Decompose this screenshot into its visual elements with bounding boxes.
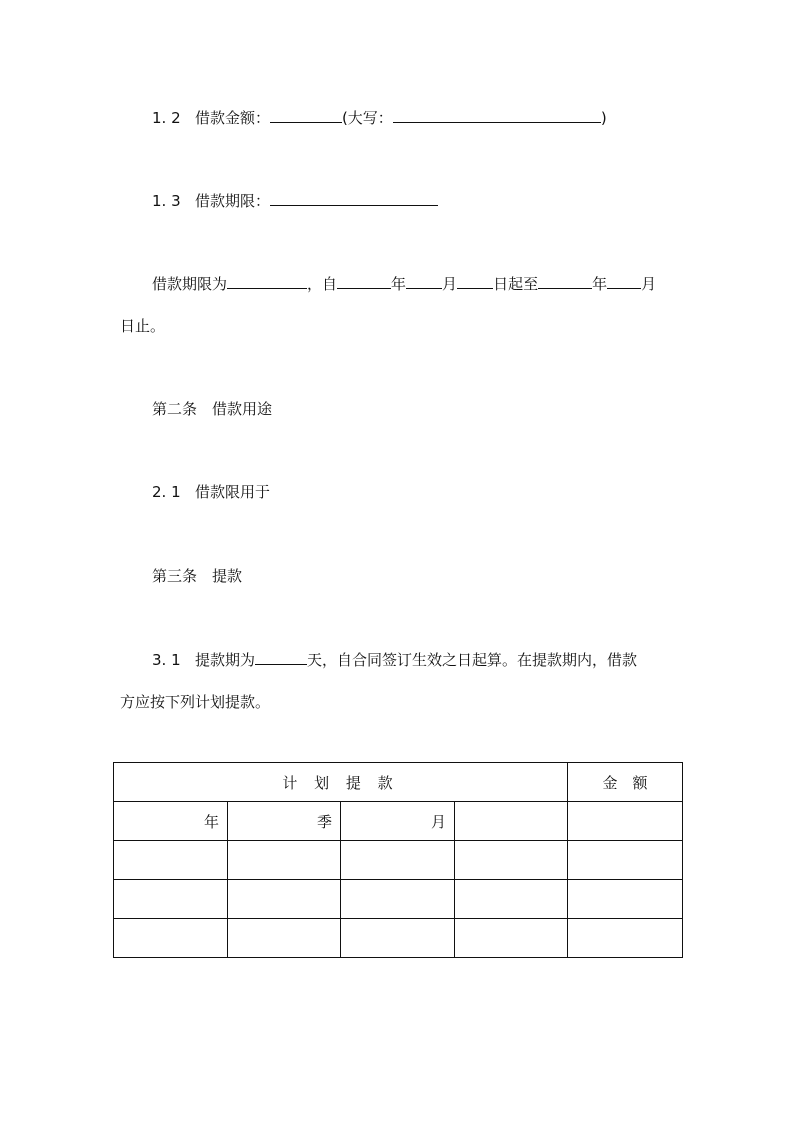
loan-term-label: 借款期限：	[194, 192, 270, 210]
term-prefix: 借款期限为	[152, 275, 228, 293]
table-cell[interactable]	[341, 841, 455, 880]
drawdown-text: 天，自合同签订生效之日起算。在提款期内，借款	[306, 651, 637, 669]
term-paragraph-line1	[152, 274, 656, 294]
table-row	[114, 841, 683, 880]
clause-1-2	[152, 108, 607, 128]
table-cell[interactable]	[568, 919, 683, 958]
drawdown-plan-table	[113, 762, 683, 958]
table-cell[interactable]	[114, 880, 228, 919]
start-year-blank[interactable]	[337, 274, 391, 289]
table-cell[interactable]	[568, 841, 683, 880]
subheader-month: 月	[341, 802, 455, 841]
table-row	[114, 919, 683, 958]
table-cell[interactable]	[455, 841, 568, 880]
start-day-label: 日起至	[493, 275, 539, 293]
end-month-blank[interactable]	[607, 274, 641, 289]
loan-amount-caps-blank[interactable]	[393, 108, 601, 123]
loan-amount-label: 借款金额：	[194, 109, 270, 127]
table-cell[interactable]	[455, 919, 568, 958]
clause-3-1-line1	[152, 650, 637, 670]
table-cell[interactable]	[568, 880, 683, 919]
term-duration-blank[interactable]	[227, 274, 307, 289]
term-from: ，自	[307, 275, 338, 293]
table-cell[interactable]	[228, 841, 341, 880]
caps-close: )	[600, 109, 607, 127]
drawdown-period-label: 提款期为	[194, 651, 255, 669]
table-cell[interactable]	[341, 919, 455, 958]
table-cell[interactable]	[114, 919, 228, 958]
term-paragraph-line2	[120, 316, 165, 336]
end-month-label: 月	[641, 275, 657, 293]
table-subheader-row	[114, 802, 683, 841]
article-3-title: 第三条 提款	[152, 567, 243, 585]
clause-number: 3. 1	[152, 651, 181, 669]
start-month-label: 月	[442, 275, 458, 293]
table-cell[interactable]	[114, 841, 228, 880]
clause-number: 1. 3	[152, 192, 181, 210]
clause-3-1-line2: 方应按下列计划提款。	[120, 693, 271, 711]
article-2-title: 第二条 借款用途	[152, 400, 273, 418]
loan-amount-blank[interactable]	[270, 108, 342, 123]
table-cell[interactable]	[455, 802, 568, 841]
drawdown-days-blank[interactable]	[255, 650, 307, 665]
table-cell[interactable]	[228, 919, 341, 958]
header-plan: 计 划 提 款	[114, 763, 568, 802]
table-cell[interactable]	[228, 880, 341, 919]
caps-open: (大写：	[341, 109, 393, 127]
subheader-year: 年	[114, 802, 228, 841]
clause-number: 1. 2	[152, 109, 181, 127]
table-row	[114, 880, 683, 919]
loan-term-blank[interactable]	[270, 191, 438, 206]
clause-number: 2. 1	[152, 483, 181, 501]
end-year-label: 年	[592, 275, 608, 293]
term-end: 日止。	[120, 317, 166, 335]
clause-1-3	[152, 191, 438, 211]
subheader-quarter: 季	[228, 802, 341, 841]
table-cell[interactable]	[568, 802, 683, 841]
table-header-row	[114, 763, 683, 802]
end-year-blank[interactable]	[538, 274, 592, 289]
clause-2-1	[152, 482, 270, 502]
loan-purpose-text: 借款限用于	[194, 483, 270, 501]
table-cell[interactable]	[341, 880, 455, 919]
table-cell[interactable]	[455, 880, 568, 919]
start-month-blank[interactable]	[406, 274, 442, 289]
start-year-label: 年	[391, 275, 407, 293]
header-amount: 金 额	[568, 763, 683, 802]
start-day-blank[interactable]	[457, 274, 493, 289]
